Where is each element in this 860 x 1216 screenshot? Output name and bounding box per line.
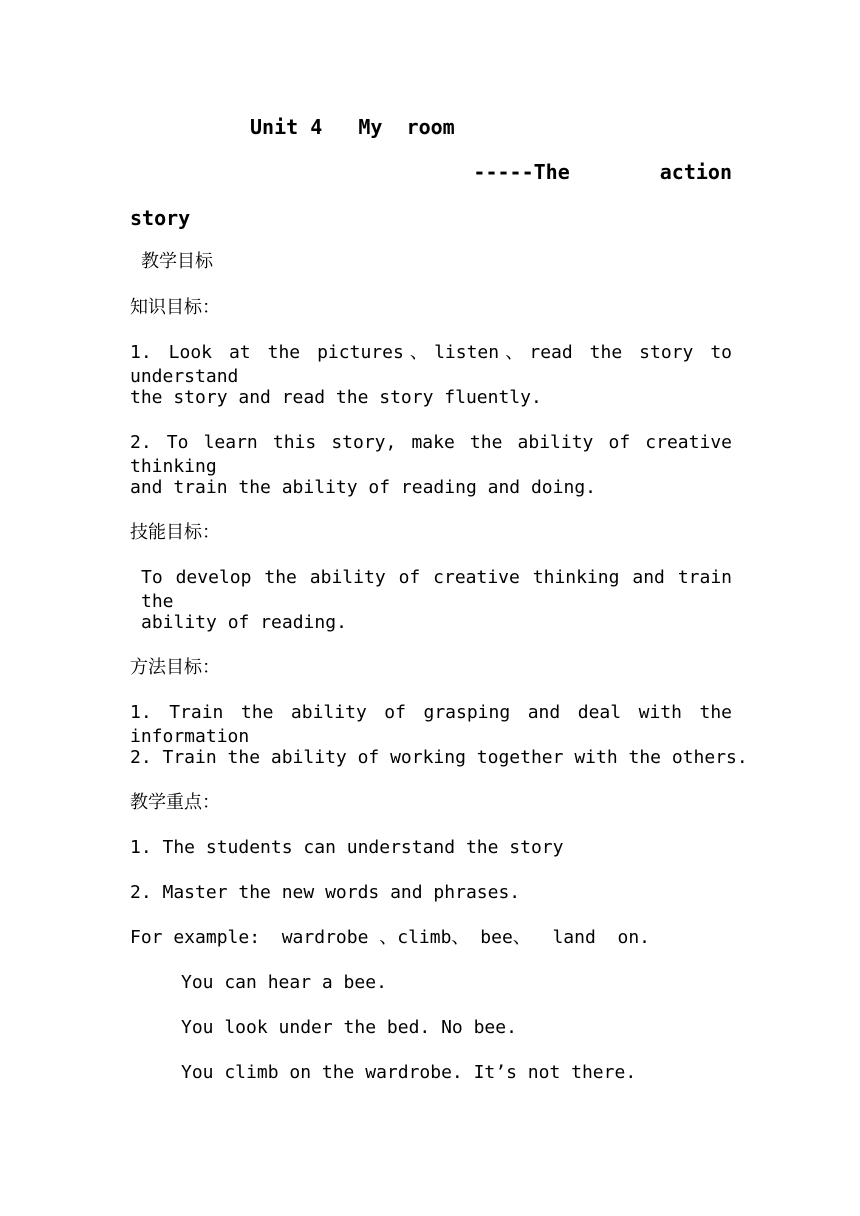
document-subtitle xyxy=(130,160,732,184)
key-point-2: 2. Master the new words and phrases. xyxy=(130,882,521,903)
key-point-1: 1. The students can understand the story xyxy=(130,837,564,858)
skill-goal-line-1: To develop the ability of creative thinking and train the xyxy=(141,567,732,612)
method-goal-2: 2. Train the ability of working together with the others. xyxy=(130,747,748,768)
knowledge-goal-1-line-1: 1. Look at the pictures、listen、read the story to understand xyxy=(130,342,732,387)
example-sentence-2: You look under the bed. No bee. xyxy=(181,1017,517,1038)
skill-goal-line-2: ability of reading. xyxy=(141,612,347,633)
heading-knowledge-goals: 知识目标： xyxy=(130,297,220,318)
example-sentence-3: You climb on the wardrobe. It’s not there. xyxy=(181,1062,637,1083)
subtitle-part-1: -----The xyxy=(473,160,570,184)
subtitle-part-2: action xyxy=(659,160,732,184)
knowledge-goal-2-line-2: and train the ability of reading and doing. xyxy=(130,477,596,498)
heading-method-goals: 方法目标： xyxy=(130,657,220,678)
method-goal-1: 1. Train the ability of grasping and deal with the information xyxy=(130,702,732,747)
heading-skill-goals: 技能目标： xyxy=(130,522,220,543)
subtitle-continuation: story xyxy=(130,206,191,230)
knowledge-goal-2-line-1: 2. To learn this story, make the ability of creative thinking xyxy=(130,432,732,477)
example-sentence-1: You can hear a bee. xyxy=(181,972,387,993)
document-title: Unit 4 My room xyxy=(250,115,455,139)
example-line: For example: wardrobe 、climb、 bee、 land on. xyxy=(130,927,650,948)
section-heading-teaching-goals: 教学目标 xyxy=(141,251,213,272)
knowledge-goal-1-line-2: the story and read the story fluently. xyxy=(130,387,542,408)
heading-key-points: 教学重点： xyxy=(130,792,220,813)
